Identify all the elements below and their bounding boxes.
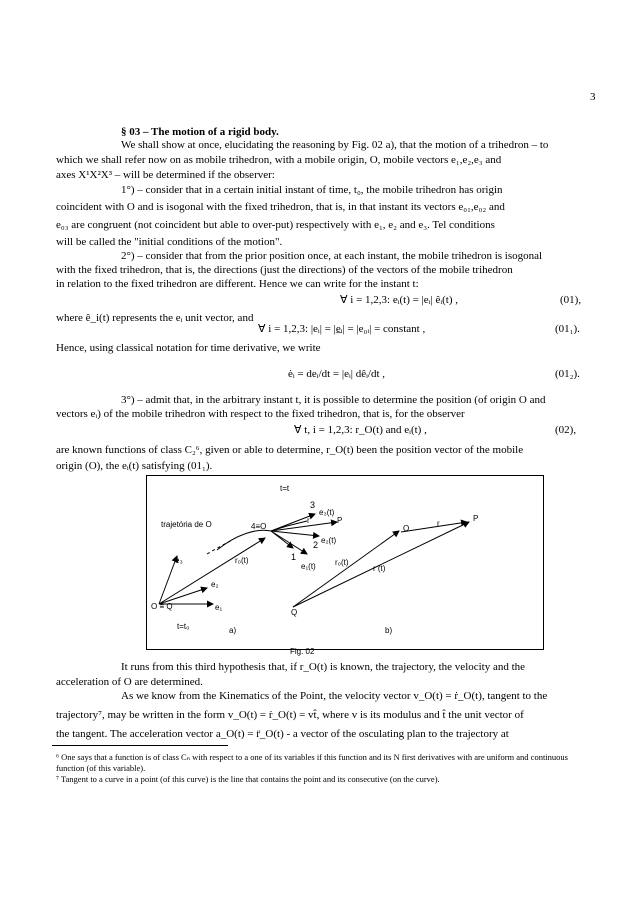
- label-t0: t=t₀: [177, 622, 190, 631]
- equation-01-1: ∀ i = 1,2,3: |eᵢ| = |e̲ᵢ| = |e₀ᵢ| = constant ,: [258, 323, 426, 335]
- label-q-b: Q: [291, 608, 298, 617]
- footnote-6: ⁶ One says that a function is of class Cₙ with respect to a one of its variables if this function and its N first derivatives with are uniform and continuous function (of this variable).: [56, 752, 568, 773]
- r-vector-b: [401, 522, 467, 532]
- label-p-b: P: [473, 514, 479, 523]
- equation-number: (01₂).: [555, 368, 580, 380]
- para-line: As we know from the Kinematics of the Point, the velocity vector v_O(t) = ṙ_O(t), tangent to the: [121, 690, 548, 702]
- label-e2: e₂: [211, 580, 219, 589]
- label-r0t-b: r₀(t): [335, 558, 349, 567]
- label-r-b: r: [437, 519, 440, 528]
- para-line: where ê_i(t) represents the eᵢ unit vector, and: [56, 312, 254, 324]
- para-line: in relation to the fixed trihedron are different. Hence we can write for the instant t:: [56, 278, 419, 290]
- label-e1t: e₁(t): [301, 562, 316, 571]
- para-line: with the fixed trihedron, that is, the directions (just the directions) of the vectors of the mobile trihedron: [56, 264, 513, 276]
- label-b: b): [385, 626, 393, 635]
- label-e3t: e₃(t): [319, 508, 335, 517]
- equation-01: ∀ i = 1,2,3: eᵢ(t) = |eᵢ| êᵢ(t) ,: [340, 294, 459, 306]
- figure-caption: Fig. 02: [290, 647, 315, 656]
- equation-number: (02),: [555, 424, 577, 436]
- para-line: 1°) – consider that in a certain initial instant of time, t₀, the mobile trihedron has origin: [121, 184, 503, 196]
- label-t: t=t: [280, 484, 290, 493]
- footnote-7: ⁷ Tangent to a curve in a point (of this curve) is the line that contains the point and its consecutive (on the curve).: [56, 774, 440, 784]
- label-rt-b: r (t): [373, 564, 386, 573]
- para-line: are known functions of class C₂⁶, given or able to determine, r_O(t) been the position vector of the mobile: [56, 444, 524, 456]
- equation-number: (01),: [560, 294, 582, 306]
- para-line: trajectory⁷, may be written in the form v_O(t) = ṙ_O(t) = vt̂, where v is its modulus and t̂ the unit vector of: [56, 709, 524, 721]
- label-moving-origin: 4≡O: [251, 522, 267, 531]
- label-p-a: P: [337, 516, 343, 525]
- para-line: Hence, using classical notation for time derivative, we write: [56, 342, 321, 354]
- para-line: e₀₃ are congruent (not coincident but able to over-put) respectively with e₁, e₂ and e₃. Tel conditions: [56, 219, 495, 231]
- para-line: It runs from this third hypothesis that, if r_O(t) is known, the trajectory, the velocity and the: [121, 661, 526, 673]
- label-3: 3: [310, 500, 316, 510]
- para-line: the tangent. The acceleration vector a_O(t) = r̈_O(t) - a vector of the osculating plan to the trajectory at: [56, 728, 509, 740]
- page-number: 3: [590, 91, 596, 103]
- label-o-b: O: [403, 524, 410, 533]
- equation-01-2: ėᵢ = deᵢ/dt = |eᵢ| dêᵢ/dt ,: [288, 368, 386, 380]
- aux-vector: [271, 531, 293, 548]
- para-line: origin (O), the eᵢ(t) satisfying (01₁).: [56, 460, 213, 472]
- section-title: § 03 – The motion of a rigid body.: [121, 126, 279, 138]
- label-trajectory: trajetória de O: [161, 520, 212, 529]
- label-e3: e₃: [175, 556, 183, 565]
- para-line: 3°) – admit that, in the arbitrary instant t, it is possible to determine the position (of origin O and: [121, 394, 546, 406]
- label-e1: e₁: [215, 603, 223, 612]
- r-vector: [271, 522, 337, 531]
- label-origin: O ≡ Q: [151, 602, 173, 611]
- para-line: coincident with O and is isogonal with the fixed trihedron, that is, in that instant its vectors e₀₁,e₀₂ and: [56, 201, 505, 213]
- label-a: a): [229, 626, 237, 635]
- label-r0: r₀(t): [235, 556, 249, 565]
- figure-02: [146, 475, 544, 650]
- label-1: 1: [291, 552, 297, 562]
- trajectory-dashed: [207, 540, 232, 554]
- para-line: acceleration of O are determined.: [56, 676, 203, 688]
- label-e2t: e₂(t): [321, 536, 337, 545]
- equation-02: ∀ t, i = 1,2,3: r_O(t) and eᵢ(t) ,: [294, 424, 427, 436]
- label-2: 2: [313, 540, 319, 550]
- para-line: axes X¹X²X³ – will be determined if the observer:: [56, 169, 275, 181]
- para-line: vectors eᵢ) of the mobile trihedron with respect to the fixed trihedron, that is, for the observer: [56, 408, 465, 420]
- para-line: We shall show at once, elucidating the reasoning by Fig. 02 a), that the motion of a trihedron – to: [121, 139, 549, 151]
- r0-vector: [159, 538, 265, 604]
- para-line: 2°) – consider that from the prior position once, at each instant, the mobile trihedron is isogonal: [121, 250, 543, 262]
- label-r-a: r: [307, 516, 310, 525]
- para-line: will be called the "initial conditions of the motion".: [56, 236, 283, 248]
- footnote-rule: [52, 745, 228, 746]
- para-line: which we shall refer now on as mobile trihedron, with a mobile origin, O, mobile vectors e₁,e₂,e₃ and: [56, 154, 502, 166]
- equation-number: (01₁).: [555, 323, 580, 335]
